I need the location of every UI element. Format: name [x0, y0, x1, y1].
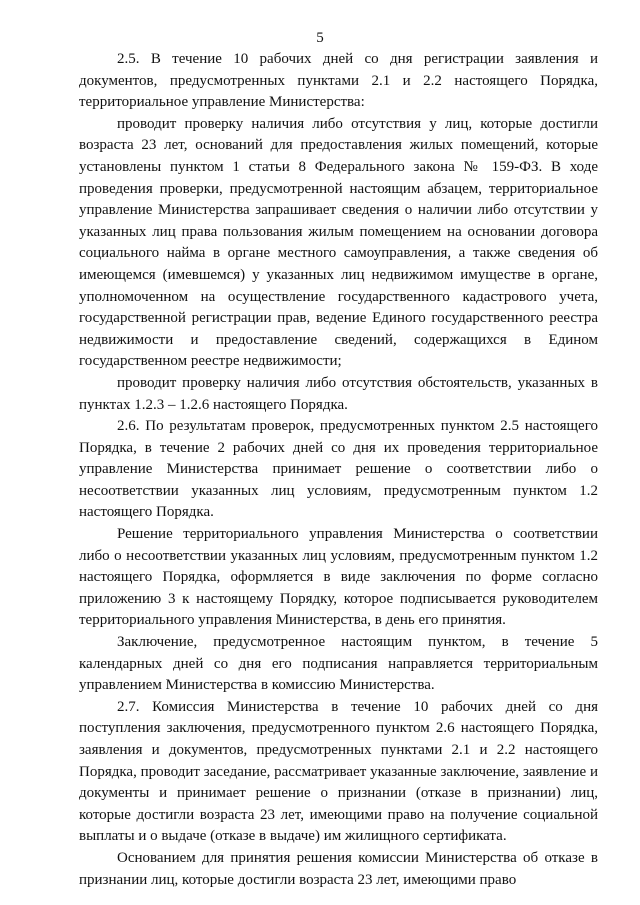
paragraph-refusal-grounds: Основанием для принятия решения комиссии Министерства об отказе в признании лиц, которые достигли возраста 23 лет, имеющими право — [79, 849, 598, 888]
page-number: 5 — [316, 30, 324, 46]
paragraph-2-7: 2.7. Комиссия Министерства в течение 10 рабочих дней со дня поступления заключения, предусмотренного пунктом 2.6 настоящего Порядка, заявления и документов, предусмотренных пунктами 2.1 и 2.2 настоящего Порядка, проводит заседание, рассматривает указанные заключение, заявление и документы и принимает решение о признании (отказе в признании) лиц, которые достигли возраста 23 лет, имеющими право на получение социальной выплаты и о выдаче (отказе в выдаче) им жилищного сертификата. — [79, 698, 598, 845]
paragraph-check-circumstances: проводит проверку наличия либо отсутствия обстоятельств, указанных в пунктах 1.2.3 – 1.2.6 настоящего Порядка. — [79, 374, 598, 413]
document-body — [79, 49, 598, 891]
paragraph-check-grounds: проводит проверку наличия либо отсутствия у лиц, которые достигли возраста 23 лет, оснований для предоставления жилых помещений, которые установлены пунктом 1 статьи 8 Федерального закона № 159-ФЗ. В ходе проведения проверки, предусмотренной настоящим абзацем, территориальное управление Министерства запрашивает сведения о наличии либо отсутствии у указанных лиц права пользования жилым помещением на основании договора социального найма в органе местного самоуправления, а также сведения об имеющемся (имевшемся) у указанных лиц недвижимом имуществе в органе, уполномоченном на осуществление государственного кадастрового учета, государственной регистрации прав, ведение Единого государственного реестра недвижимости и предоставление сведений, содержащихся в Едином государственном реестре недвижимости; — [79, 115, 598, 370]
paragraph-2-5: 2.5. В течение 10 рабочих дней со дня регистрации заявления и документов, предусмотренных пунктами 2.1 и 2.2 настоящего Порядка, территориальное управление Министерства: — [79, 51, 598, 111]
paragraph-2-6: 2.6. По результатам проверок, предусмотренных пунктом 2.5 настоящего Порядка, в течение 2 рабочих дней со дня их проведения территориальное управление Министерства принимает решение о соответствии либо о несоответствии указанных лиц условиям, предусмотренным пунктом 1.2 настоящего Порядка. — [79, 418, 598, 521]
paragraph-conclusion: Заключение, предусмотренное настоящим пунктом, в течение 5 календарных дней со дня его подписания направляется территориальным управлением Министерства в комиссию Министерства. — [79, 634, 598, 694]
paragraph-decision: Решение территориального управления Министерства о соответствии либо о несоответствии указанных лиц условиям, предусмотренным пунктом 1.2 настоящего Порядка, оформляется в виде заключения по форме согласно приложению 3 к настоящему Порядку, которое подписывается руководителем территориального управления Министерства, в день его принятия. — [79, 526, 598, 629]
